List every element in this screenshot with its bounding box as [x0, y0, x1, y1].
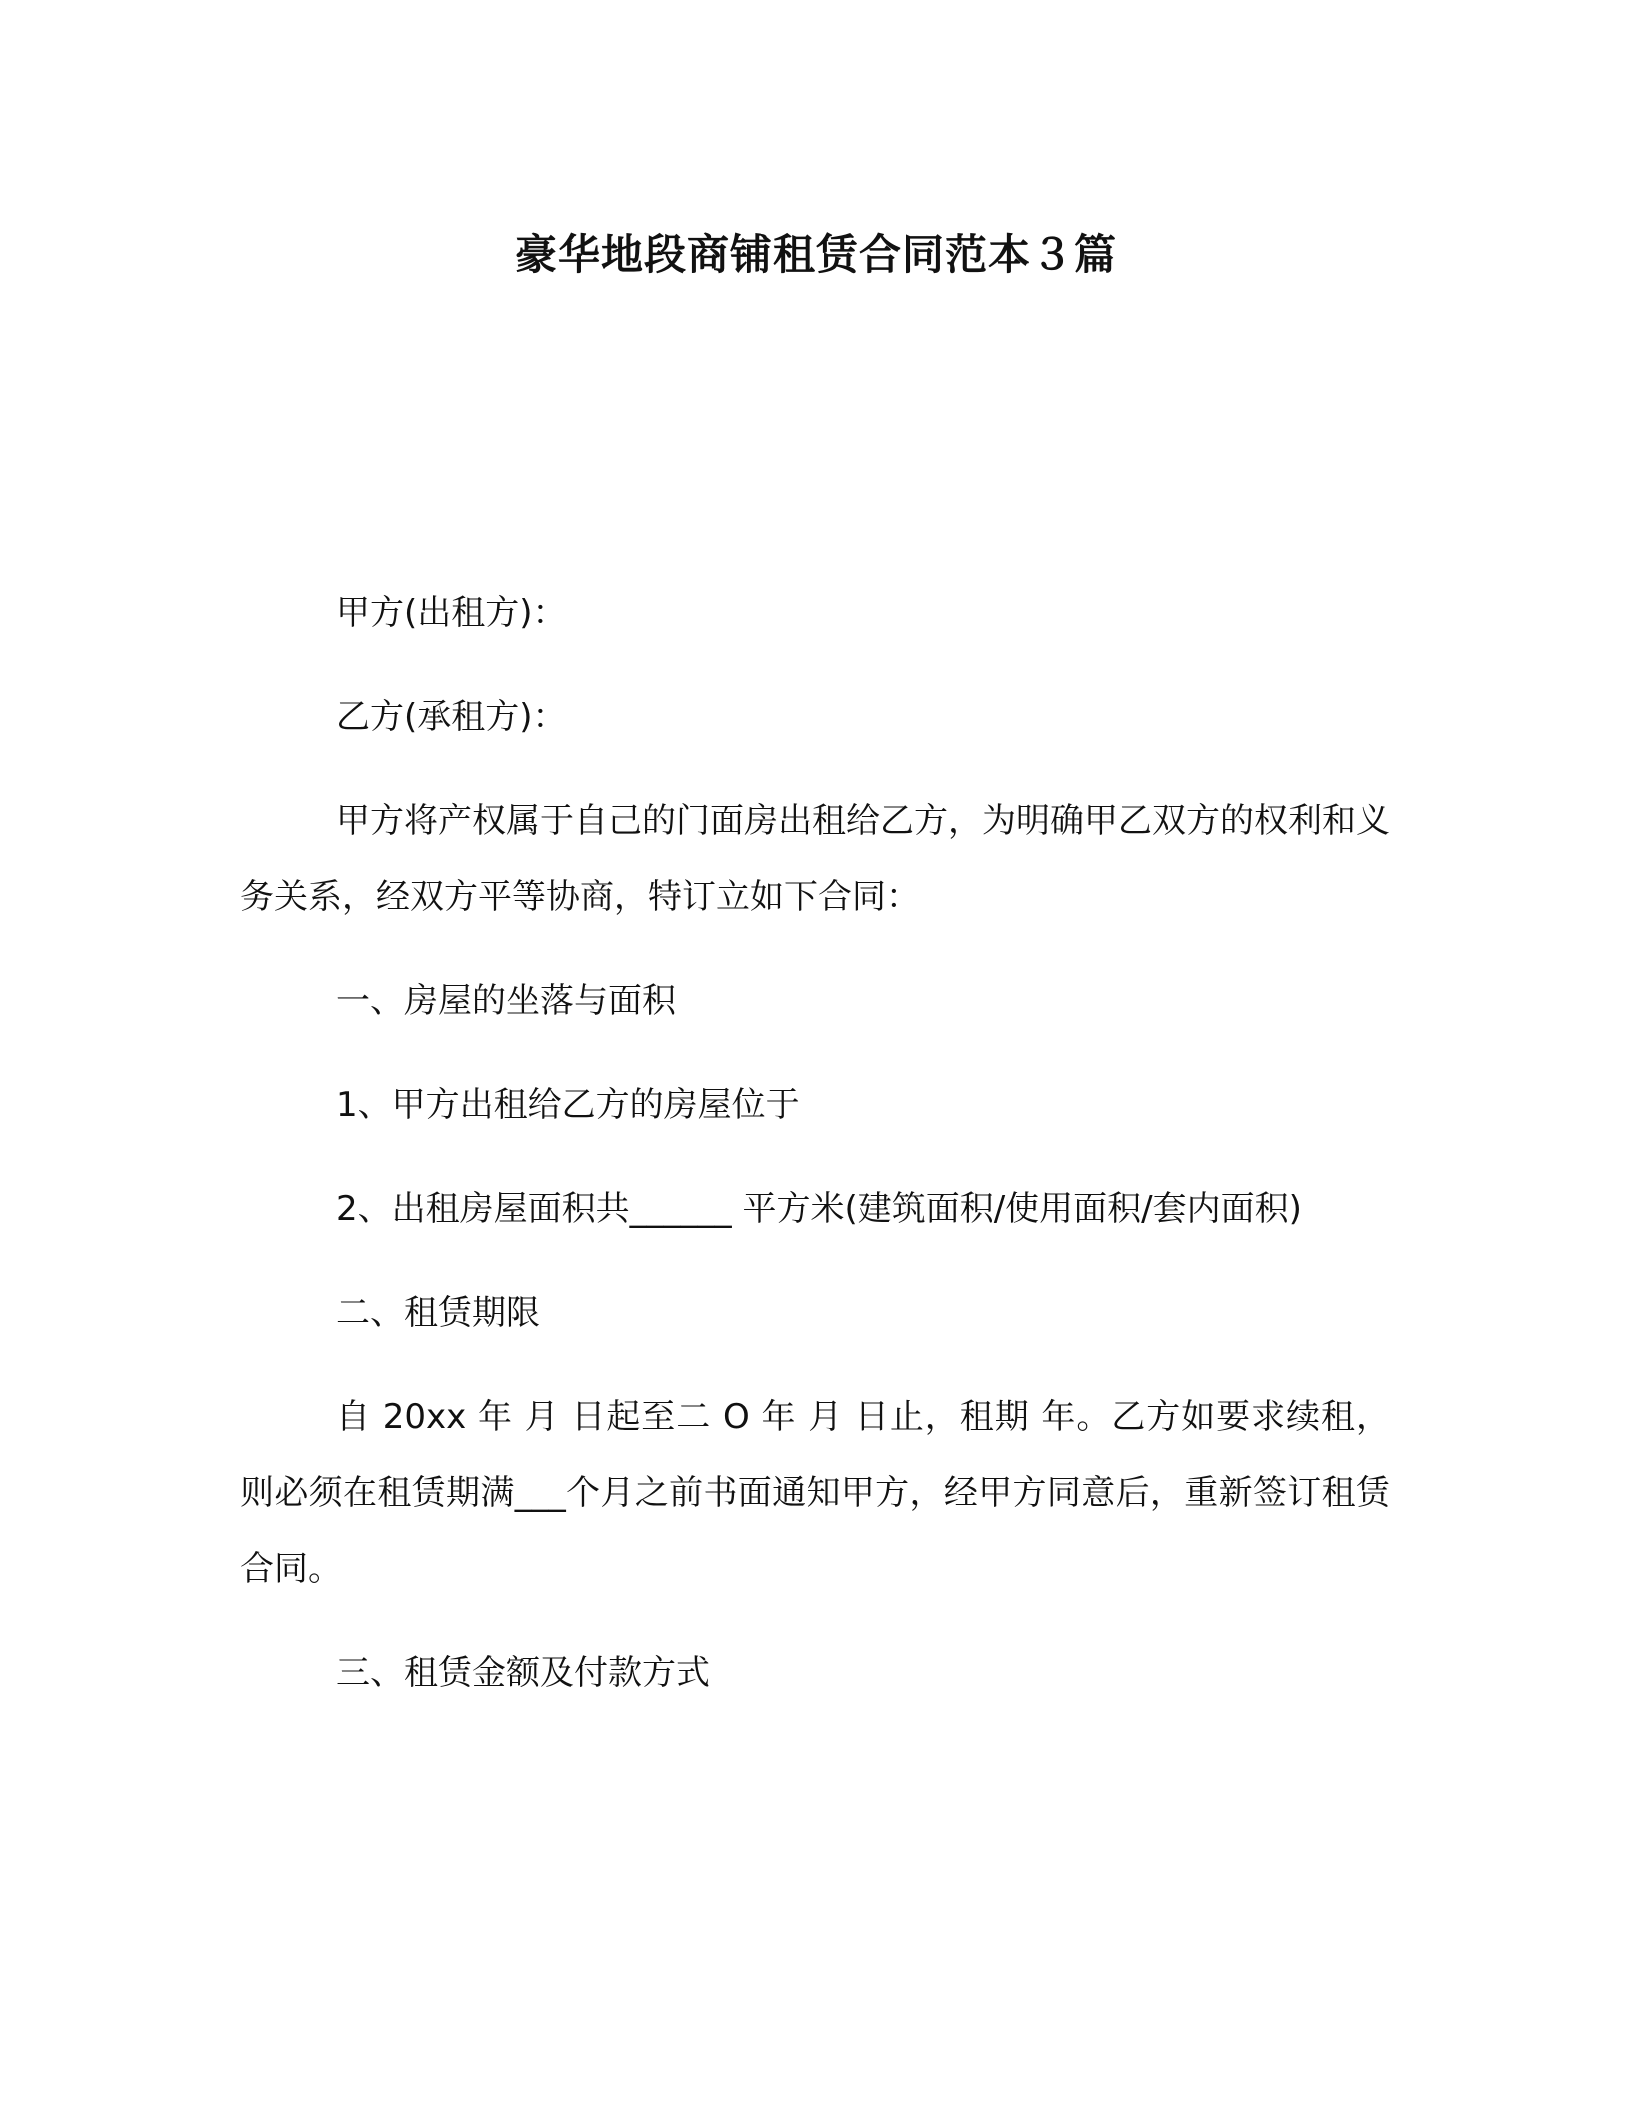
clause-area: 2、出租房屋面积共______ 平方米(建筑面积/使用面积/套内面积) [336, 1189, 1302, 1229]
preamble-paragraph: 甲方将产权属于自己的门面房出租给乙方，为明确甲乙双方的权利和义务关系，经双方平等协商，特订立如下合同： [240, 801, 1390, 917]
document-title: 豪华地段商铺租赁合同范本３篇 [514, 230, 1117, 279]
clause-location: 1、甲方出租给乙方的房屋位于 [336, 1085, 800, 1125]
section-heading-lease-term: 二、租赁期限 [336, 1293, 540, 1333]
clause-lease-term: 自 20xx 年 月 日起至二 O 年 月 日止，租期 年。乙方如要求续租，则必须在租赁期满___个月之前书面通知甲方，经甲方同意后，重新签订租赁合同。 [240, 1397, 1390, 1589]
section-heading-rent-payment: 三、租赁金额及付款方式 [336, 1653, 710, 1693]
party-b-line: 乙方(承租方)： [336, 697, 567, 737]
party-a-line: 甲方(出租方)： [336, 593, 567, 633]
document-body [240, 575, 1390, 1739]
section-heading-location-area: 一、房屋的坐落与面积 [336, 981, 676, 1021]
